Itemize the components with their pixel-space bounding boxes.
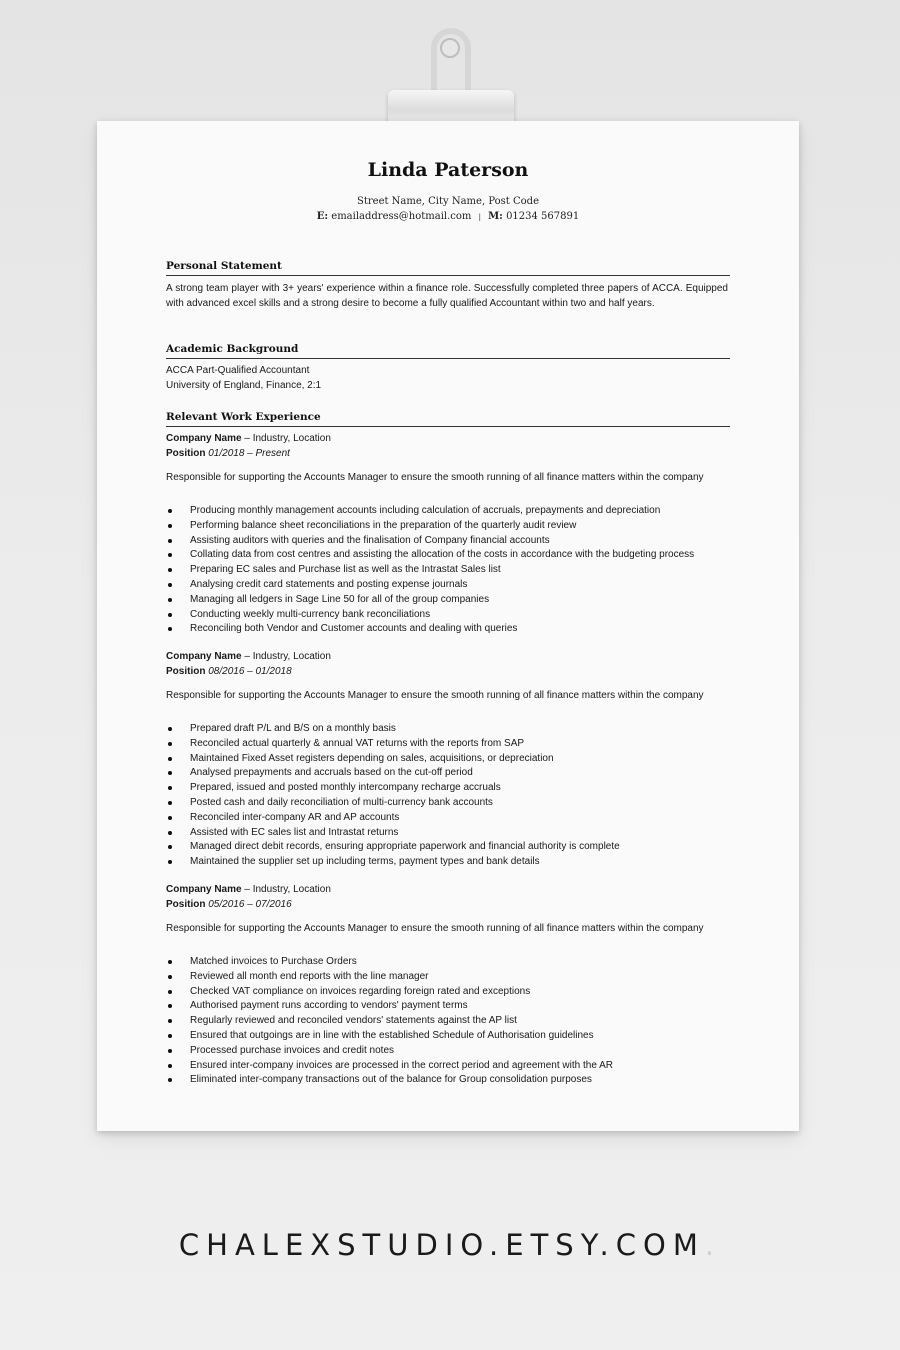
bullet-item: Checked VAT compliance on invoices regarding foreign rated and exceptions — [166, 985, 613, 1000]
resume-name: Linda Paterson — [367, 159, 529, 181]
job-company — [166, 651, 331, 662]
bullet-item: Prepared draft P/L and B/S on a monthly basis — [166, 722, 620, 737]
resume-contact — [166, 211, 730, 222]
academic-line: University of England, Finance, 2:1 — [166, 380, 322, 391]
job-company — [166, 884, 331, 895]
job-company — [166, 433, 331, 444]
bullet-item: Maintained the supplier set up including terms, payment types and bank details — [166, 855, 620, 870]
section-title-personal-statement: Personal Statement — [166, 260, 730, 276]
job-position — [166, 448, 290, 459]
job-bullets — [166, 504, 694, 637]
bullet-item: Conducting weekly multi-currency bank reconciliations — [166, 608, 694, 623]
shop-watermark — [0, 1228, 900, 1262]
bullet-item: Authorised payment runs according to vendors' payment terms — [166, 999, 613, 1014]
bullet-item: Assisting auditors with queries and the finalisation of Company financial accounts — [166, 534, 694, 549]
bullet-item: Ensured that outgoings are in line with the established Schedule of Authorisation guidelines — [166, 1029, 613, 1044]
bullet-item: Reviewed all month end reports with the line manager — [166, 970, 613, 985]
job-position — [166, 666, 292, 677]
section-title-work: Relevant Work Experience — [166, 411, 730, 427]
clip-hole — [440, 38, 460, 58]
academic-line: ACCA Part-Qualified Accountant — [166, 365, 310, 376]
bullet-item: Reconciled actual quarterly & annual VAT returns with the reports from SAP — [166, 737, 620, 752]
bullet-item: Posted cash and daily reconciliation of multi-currency bank accounts — [166, 796, 620, 811]
phone-label: M: — [488, 211, 503, 222]
bullet-item: Maintained Fixed Asset registers depending on sales, acquisitions, or depreciation — [166, 752, 620, 767]
resume-address: Street Name, City Name, Post Code — [357, 196, 539, 207]
bullet-item: Preparing EC sales and Purchase list as well as the Intrastat Sales list — [166, 563, 694, 578]
personal-statement-text: A strong team player with 3+ years' experience within a finance role. Successfully completed three papers of ACCA. Equipped with advanced excel skills and a strong desire to become a fully qualified Accountant within two and half years. — [166, 283, 728, 309]
watermark-dot: . — [704, 1228, 722, 1262]
bullet-item: Matched invoices to Purchase Orders — [166, 955, 613, 970]
job-bullets — [166, 722, 620, 870]
bullet-item: Assisted with EC sales list and Intrastat returns — [166, 826, 620, 841]
bullet-item: Analysing credit card statements and posting expense journals — [166, 578, 694, 593]
bullet-item: Analysed prepayments and accruals based on the cut-off period — [166, 766, 620, 781]
bullet-item: Reconciled inter-company AR and AP accounts — [166, 811, 620, 826]
bullet-item: Managed direct debit records, ensuring appropriate paperwork and financial authority is complete — [166, 840, 620, 855]
email-label: E: — [316, 211, 329, 222]
position-label: Position — [166, 448, 206, 459]
position-dates: 01/2018 – Present — [208, 448, 290, 459]
email-value: emailaddress@hotmail.com — [331, 211, 472, 222]
position-dates: 08/2016 – 01/2018 — [208, 666, 292, 677]
bullet-item: Reconciling both Vendor and Customer accounts and dealing with queries — [166, 622, 694, 637]
bullet-item: Ensured inter-company invoices are processed in the correct period and agreement with the AR — [166, 1059, 613, 1074]
bullet-item: Regularly reviewed and reconciled vendors' statements against the AP list — [166, 1014, 613, 1029]
bullet-item: Eliminated inter-company transactions out of the balance for Group consolidation purposes — [166, 1073, 613, 1088]
contact-separator: | — [478, 213, 481, 221]
job-bullets — [166, 955, 613, 1088]
bullet-item: Performing balance sheet reconciliations in the preparation of the quarterly audit review — [166, 519, 694, 534]
bullet-item: Processed purchase invoices and credit notes — [166, 1044, 613, 1059]
job-summary: Responsible for supporting the Accounts Manager to ensure the smooth running of all finance matters within the company — [166, 472, 704, 483]
position-dates: 05/2016 – 07/2016 — [208, 899, 292, 910]
bullet-item: Collating data from cost centres and assisting the allocation of the costs in accordance with the budgeting process — [166, 548, 694, 563]
watermark-text: CHALEXSTUDIO.ETSY.COM — [178, 1228, 705, 1262]
company-name-label: Company Name — [166, 651, 242, 662]
bullet-item: Producing monthly management accounts including calculation of accruals, prepayments and depreciation — [166, 504, 694, 519]
position-label: Position — [166, 666, 206, 677]
bullet-item: Managing all ledgers in Sage Line 50 for all of the group companies — [166, 593, 694, 608]
job-position — [166, 899, 292, 910]
company-details: – Industry, Location — [241, 433, 331, 444]
company-details: – Industry, Location — [241, 884, 331, 895]
bullet-item: Prepared, issued and posted monthly intercompany recharge accruals — [166, 781, 620, 796]
section-title-academic: Academic Background — [166, 343, 730, 359]
position-label: Position — [166, 899, 206, 910]
resume-page — [97, 121, 799, 1131]
job-summary: Responsible for supporting the Accounts Manager to ensure the smooth running of all finance matters within the company — [166, 690, 704, 701]
job-summary: Responsible for supporting the Accounts Manager to ensure the smooth running of all finance matters within the company — [166, 923, 704, 934]
company-details: – Industry, Location — [241, 651, 331, 662]
company-name-label: Company Name — [166, 884, 242, 895]
phone-value: 01234 567891 — [506, 211, 580, 222]
company-name-label: Company Name — [166, 433, 242, 444]
